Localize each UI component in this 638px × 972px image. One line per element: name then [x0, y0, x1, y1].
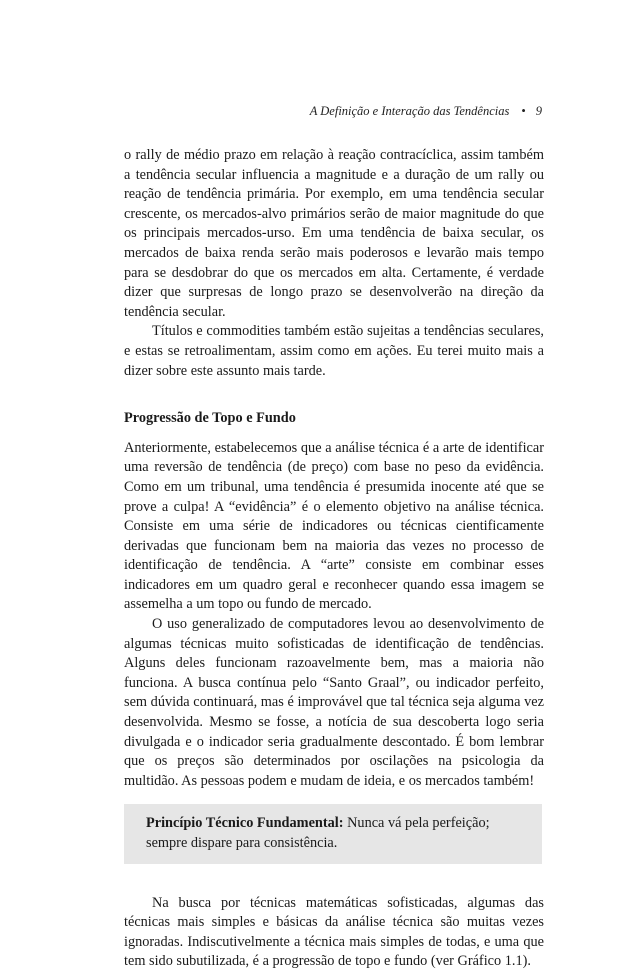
principle-callout: [124, 804, 542, 863]
page-number: 9: [535, 104, 542, 118]
principle-text: [146, 814, 520, 853]
body-paragraph: o rally de médio prazo em relação à reação contracíclica, assim também a tendência secular influencia a magnitude e a duração de um rally ou reação de tendência primária. Por exemplo, em uma tendência secular crescente, os mercados-alvo primários serão de maior magnitude do que os principais mercados-urso. Em uma tendência de baixa secular, os mercados de baixa renda serão mais poderosos e levarão mais tempo para se desdobrar do que os mercados em alta. Certamente, é verdade dizer que surpresas de longo prazo se desenvolverão na direção da tendência secular.: [124, 147, 544, 320]
page-body: [124, 146, 544, 972]
running-header: [310, 104, 542, 119]
body-paragraph: Na busca por técnicas matemáticas sofisticadas, algumas das técnicas mais simples e básicas da análise técnica são muitas vezes ignoradas. Indiscutivelmente a técnica mais simples de todas, e uma que tem sido subutilizada, é a progressão de topo e fundo (ver Gráfico 1.1).: [124, 894, 544, 970]
body-paragraph: O uso generalizado de computadores levou ao desenvolvimento de algumas técnicas muito sofisticadas de identificação de tendências. Alguns deles funcionam razoavelmente bem, mas a maioria não funciona. A busca contínua pelo “Santo Graal”, ou indicador perfeito, sem dúvida continuará, mas é improvável que tal técnica seja alguma vez desenvolvida. Mesmo se fosse, a notícia de sua descoberta logo seria divulgada e o indicador seria gradualmente descontado. É bom lembrar que os preços são determinados por oscilações na psicologia da multidão. As pessoas podem e mudam de ideia, e os mercados também!: [124, 616, 544, 789]
spacer: [124, 864, 544, 894]
header-bullet: •: [521, 104, 526, 118]
body-paragraph: Títulos e commodities também estão sujeitas a tendências seculares, e estas se retroalimentam, assim como em ações. Eu terei muito mais a dizer sobre este assunto mais tarde.: [124, 323, 544, 379]
section-heading: Progressão de Topo e Fundo: [124, 410, 296, 427]
running-title: A Definição e Interação das Tendências: [309, 104, 510, 118]
body-paragraph: Anteriormente, estabelecemos que a análise técnica é a arte de identificar uma reversão de tendência (de preço) com base no peso da evidência. Como em um tribunal, uma tendência é presumida inocente até que se prove a culpa! A “evidência” é o elemento objetivo na análise técnica. Consiste em uma série de indicadores ou técnicas cientificamente derivadas que funcionam bem na maioria das vezes no processo de identificação de tendência. A “arte” consiste em combinar esses indicadores em um quadro geral e reconhecer quando essa imagem se assemelha a um topo ou fundo de mercado.: [124, 439, 544, 613]
principle-body: Nunca vá pela perfeição; sempre dispare para consistência.: [146, 815, 490, 851]
principle-label: Princípio Técnico Fundamental:: [146, 815, 344, 832]
